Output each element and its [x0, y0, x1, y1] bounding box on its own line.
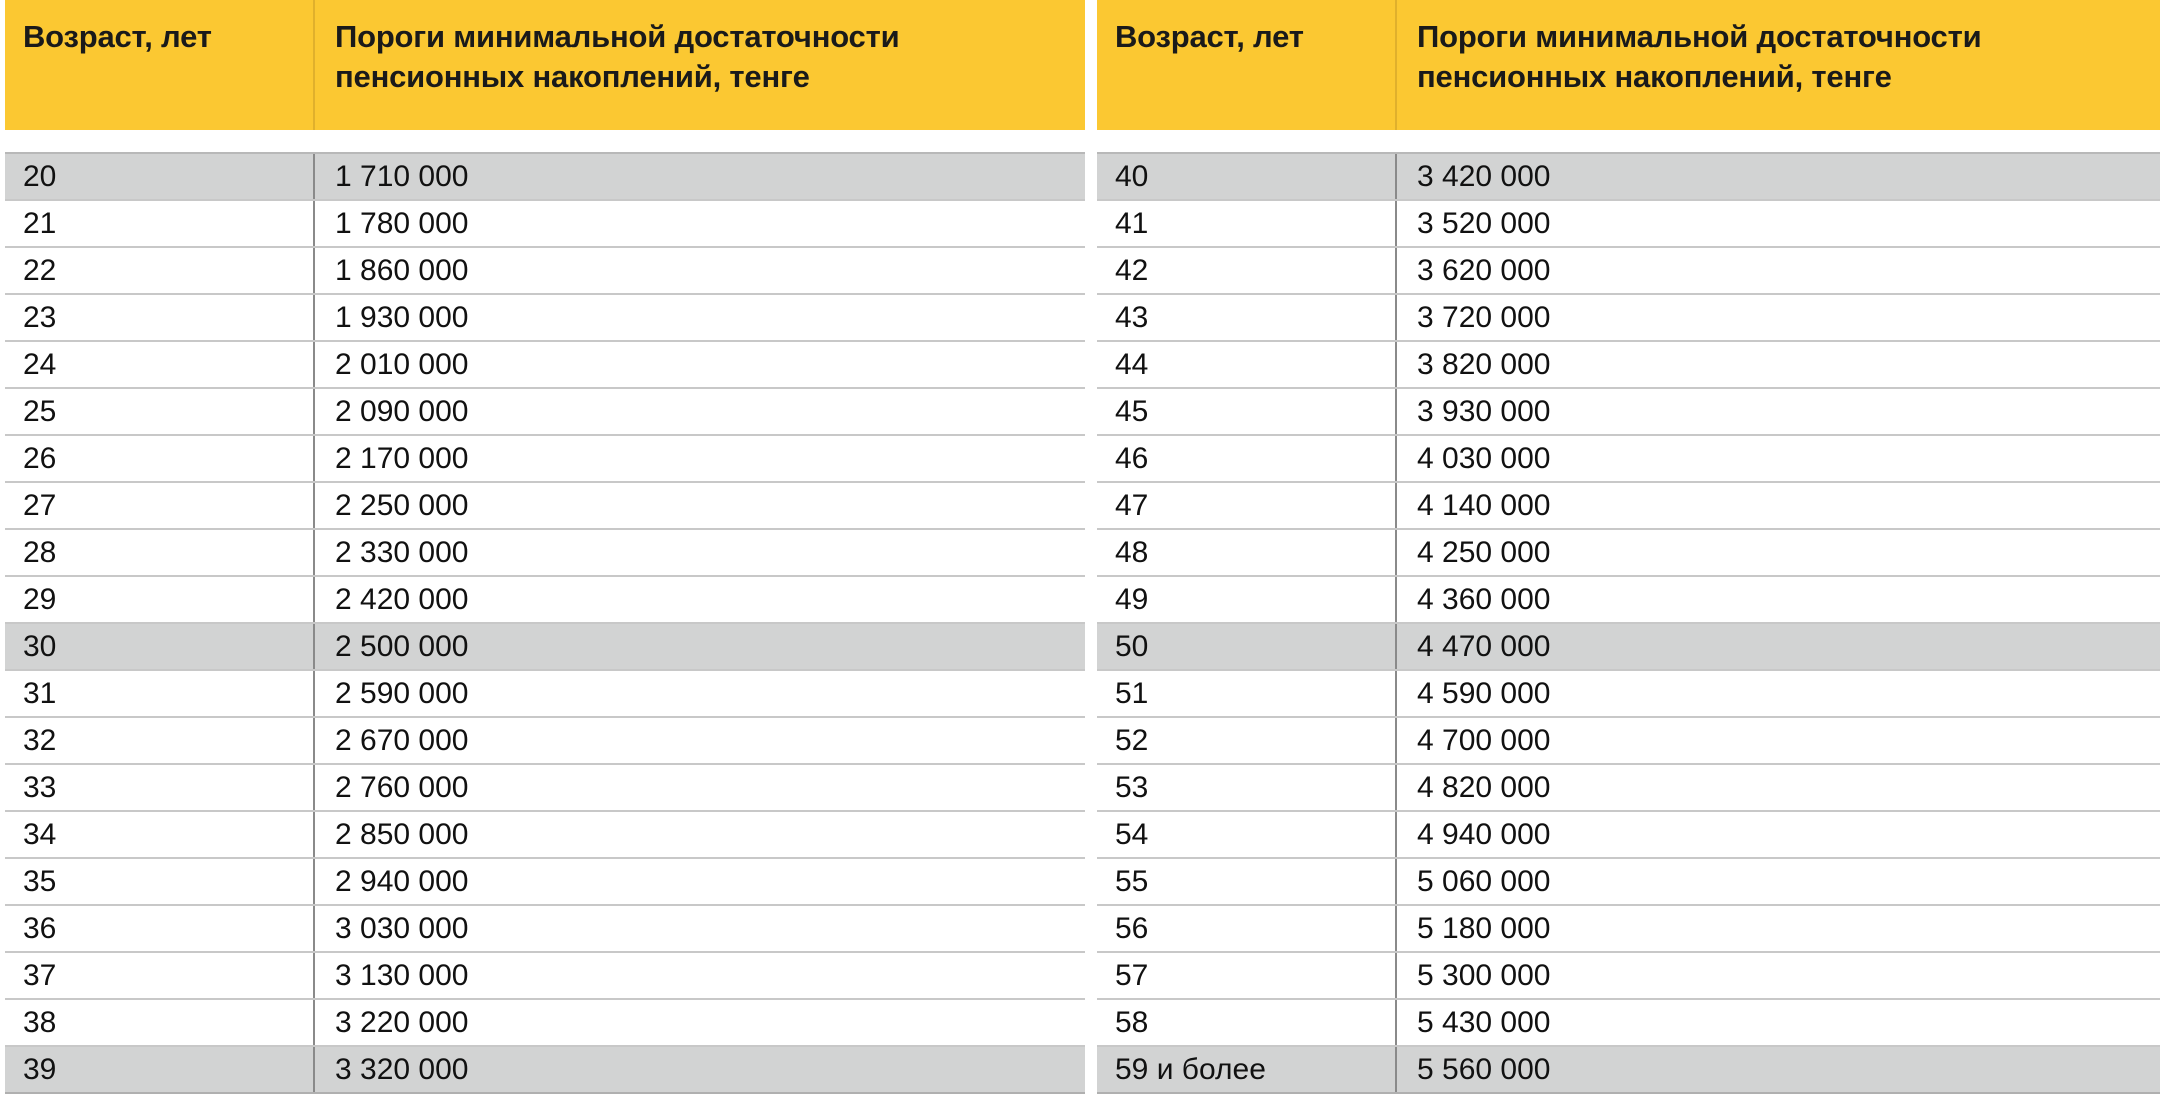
column-header-threshold: Пороги минимальной достаточности пенсионных накоплений, тенге	[335, 19, 900, 94]
cell-threshold-amount: 2 010 000	[335, 347, 469, 381]
cell-age: 27	[5, 483, 315, 528]
table-row	[5, 154, 1085, 201]
table-row	[1097, 906, 2160, 953]
cell-threshold-amount: 2 940 000	[335, 864, 469, 898]
table-row	[5, 718, 1085, 765]
cell-age: 55	[1097, 859, 1397, 904]
cell-age: 53	[1097, 765, 1397, 810]
cell-threshold-amount: 5 300 000	[1417, 958, 1551, 992]
cell-age: 22	[5, 248, 315, 293]
cell-age: 49	[1097, 577, 1397, 622]
table-row	[5, 248, 1085, 295]
cell-age: 43	[1097, 295, 1397, 340]
table-row	[5, 530, 1085, 577]
cell-threshold-amount: 2 850 000	[335, 817, 469, 851]
cell-age: 56	[1097, 906, 1397, 951]
table-row	[1097, 577, 2160, 624]
cell-age: 45	[1097, 389, 1397, 434]
cell-threshold-amount: 4 940 000	[1417, 817, 1551, 851]
cell-age: 54	[1097, 812, 1397, 857]
cell-age: 40	[1097, 154, 1397, 199]
table-row	[5, 671, 1085, 718]
cell-threshold-amount: 3 130 000	[335, 958, 469, 992]
table-row	[1097, 812, 2160, 859]
cell-threshold-amount: 4 030 000	[1417, 441, 1551, 475]
cell-age: 47	[1097, 483, 1397, 528]
table-row	[1097, 1047, 2160, 1094]
cell-threshold-amount: 5 430 000	[1417, 1005, 1551, 1039]
header-body-gap-left	[5, 130, 1085, 152]
cell-threshold-amount: 4 700 000	[1417, 723, 1551, 757]
cell-age: 28	[5, 530, 315, 575]
cell-age: 52	[1097, 718, 1397, 763]
table-row	[5, 953, 1085, 1000]
cell-threshold-amount: 1 710 000	[335, 159, 469, 193]
cell-threshold-amount: 2 250 000	[335, 488, 469, 522]
cell-threshold-amount: 4 360 000	[1417, 582, 1551, 616]
cell-threshold-amount: 3 620 000	[1417, 253, 1551, 287]
cell-threshold-amount: 3 820 000	[1417, 347, 1551, 381]
cell-age: 26	[5, 436, 315, 481]
table-row	[5, 577, 1085, 624]
cell-threshold-amount: 3 720 000	[1417, 300, 1551, 334]
cell-age: 24	[5, 342, 315, 387]
cell-age: 36	[5, 906, 315, 951]
cell-age: 21	[5, 201, 315, 246]
cell-threshold-amount: 3 220 000	[335, 1005, 469, 1039]
table-body-right	[1097, 152, 2160, 1094]
cell-threshold-amount: 2 330 000	[335, 535, 469, 569]
cell-threshold-amount: 2 500 000	[335, 629, 469, 663]
cell-age: 30	[5, 624, 315, 669]
cell-age: 29	[5, 577, 315, 622]
table-half-right	[1097, 0, 2160, 1086]
cell-age: 37	[5, 953, 315, 998]
cell-threshold-amount: 3 520 000	[1417, 206, 1551, 240]
cell-threshold-amount: 3 030 000	[335, 911, 469, 945]
table-row	[5, 859, 1085, 906]
cell-threshold-amount: 2 090 000	[335, 394, 469, 428]
table-row	[1097, 671, 2160, 718]
cell-threshold-amount: 1 930 000	[335, 300, 469, 334]
table-row	[5, 1000, 1085, 1047]
cell-threshold-amount: 4 820 000	[1417, 770, 1551, 804]
table-row	[1097, 530, 2160, 577]
cell-threshold-amount: 2 760 000	[335, 770, 469, 804]
cell-threshold-amount: 4 250 000	[1417, 535, 1551, 569]
table-row	[1097, 765, 2160, 812]
table-row	[5, 906, 1085, 953]
column-header-age: Возраст, лет	[1097, 0, 1397, 130]
cell-age: 48	[1097, 530, 1397, 575]
header-body-gap-right	[1097, 130, 2160, 152]
table-row	[5, 624, 1085, 671]
table-row	[1097, 154, 2160, 201]
cell-age: 51	[1097, 671, 1397, 716]
cell-threshold-amount: 3 420 000	[1417, 159, 1551, 193]
table-row	[1097, 859, 2160, 906]
cell-threshold-amount: 2 170 000	[335, 441, 469, 475]
cell-age: 38	[5, 1000, 315, 1045]
cell-age: 35	[5, 859, 315, 904]
cell-age: 41	[1097, 201, 1397, 246]
column-header-age: Возраст, лет	[5, 0, 315, 130]
table-row	[5, 201, 1085, 248]
table-row	[5, 389, 1085, 436]
table-row	[1097, 718, 2160, 765]
cell-threshold-amount: 3 930 000	[1417, 394, 1551, 428]
table-row	[1097, 483, 2160, 530]
cell-age: 58	[1097, 1000, 1397, 1045]
table-row	[1097, 389, 2160, 436]
cell-threshold-amount: 4 470 000	[1417, 629, 1551, 663]
cell-threshold-amount: 4 590 000	[1417, 676, 1551, 710]
column-header-threshold: Пороги минимальной достаточности пенсионных накоплений, тенге	[1417, 19, 1982, 94]
table-row	[5, 765, 1085, 812]
cell-age: 33	[5, 765, 315, 810]
cell-threshold-amount: 2 420 000	[335, 582, 469, 616]
table-row	[5, 295, 1085, 342]
cell-age: 42	[1097, 248, 1397, 293]
cell-age: 23	[5, 295, 315, 340]
cell-age: 20	[5, 154, 315, 199]
table-half-left	[5, 0, 1085, 1086]
table-row	[5, 812, 1085, 859]
table-row	[5, 483, 1085, 530]
table-row	[1097, 342, 2160, 389]
table-row	[1097, 624, 2160, 671]
cell-age: 44	[1097, 342, 1397, 387]
cell-age: 59 и более	[1097, 1047, 1397, 1092]
cell-age: 39	[5, 1047, 315, 1092]
cell-age: 34	[5, 812, 315, 857]
table-row	[1097, 1000, 2160, 1047]
cell-age: 50	[1097, 624, 1397, 669]
table-row	[1097, 248, 2160, 295]
table-body-left	[5, 152, 1085, 1094]
table-row	[1097, 295, 2160, 342]
table-row	[5, 1047, 1085, 1094]
cell-threshold-amount: 2 590 000	[335, 676, 469, 710]
table-row	[5, 342, 1085, 389]
cell-threshold-amount: 4 140 000	[1417, 488, 1551, 522]
cell-threshold-amount: 5 060 000	[1417, 864, 1551, 898]
cell-threshold-amount: 3 320 000	[335, 1052, 469, 1086]
cell-threshold-amount: 1 780 000	[335, 206, 469, 240]
cell-threshold-amount: 5 560 000	[1417, 1052, 1551, 1086]
cell-age: 46	[1097, 436, 1397, 481]
table-row	[5, 436, 1085, 483]
cell-threshold-amount: 1 860 000	[335, 253, 469, 287]
cell-age: 31	[5, 671, 315, 716]
cell-threshold-amount: 5 180 000	[1417, 911, 1551, 945]
table-header-left	[5, 0, 1085, 130]
cell-age: 57	[1097, 953, 1397, 998]
table-row	[1097, 436, 2160, 483]
cell-threshold-amount: 2 670 000	[335, 723, 469, 757]
table-row	[1097, 953, 2160, 1000]
cell-age: 25	[5, 389, 315, 434]
cell-age: 32	[5, 718, 315, 763]
table-row	[1097, 201, 2160, 248]
table-header-right	[1097, 0, 2160, 130]
